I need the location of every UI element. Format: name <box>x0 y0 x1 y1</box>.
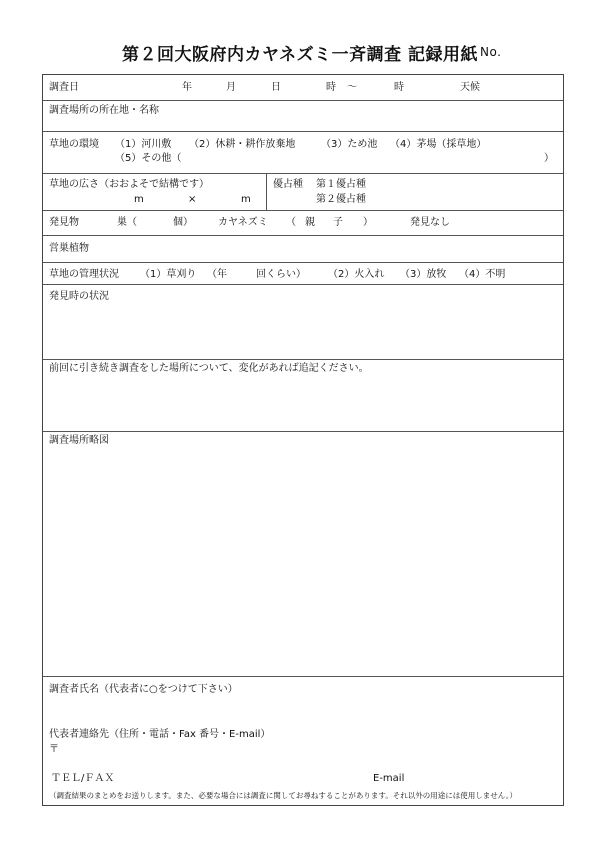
situation-label: 発見時の状況 <box>49 291 109 302</box>
dominant-species-2: 第２優占種 <box>316 194 366 205</box>
row-nesting-plant <box>43 236 563 263</box>
row-discovery-situation <box>43 285 563 360</box>
row-management <box>43 263 563 285</box>
weather-label: 天候 <box>460 82 480 93</box>
row-grassland-area <box>43 174 563 211</box>
nest-label: 巣（ <box>117 217 137 228</box>
row-surveyor <box>43 677 563 805</box>
day-label: 日 <box>271 82 281 93</box>
row-survey-date <box>43 75 563 101</box>
row-site-sketch <box>43 432 563 677</box>
area-label: 草地の広さ（おおよそで結構です） <box>49 179 209 190</box>
row-found-items <box>43 211 563 236</box>
environment-option-pond: （3）ため池 <box>321 139 378 150</box>
mowing-frequency-open: （年 <box>207 269 227 280</box>
not-found-label: 発見なし <box>410 217 450 228</box>
location-label: 調査場所の所在地・名称 <box>49 105 159 116</box>
time-range-tilde: ～ <box>347 82 357 93</box>
dominant-species-label: 優占種 <box>273 179 303 190</box>
management-option-mowing: （1）草刈り <box>140 269 197 280</box>
area-times: × <box>188 194 197 205</box>
postal-mark: 〒 <box>49 744 59 755</box>
mouse-paren-close: ） <box>363 217 373 228</box>
privacy-footnote: （調査結果のまとめをお送りします。また、必要な場合には調査に関してお尋ねすることがあります。それ以外の用途には使用しません。） <box>49 791 517 800</box>
form-number-label: No. <box>480 45 502 59</box>
management-label: 草地の管理状況 <box>49 269 119 280</box>
row-grassland-environment <box>43 132 563 174</box>
surveyor-name-label: 調査者氏名（代表者に○をつけて下さい） <box>49 684 238 695</box>
harvest-mouse-label: カヤネズミ <box>218 217 268 228</box>
environment-option-fallow: （2）休耕・耕作放棄地 <box>189 139 296 150</box>
environment-option-other: （5）その他（ <box>115 153 182 164</box>
mouse-paren-open: （ <box>286 217 296 228</box>
survey-form <box>42 74 564 806</box>
mowing-frequency-close: 回くらい） <box>256 269 306 280</box>
nesting-plant-label: 営巣植物 <box>49 243 89 254</box>
area-unit-m-1: m <box>134 194 144 205</box>
month-label: 月 <box>226 82 236 93</box>
email-label: E-mail <box>373 773 405 784</box>
nest-count-label: 個） <box>173 217 193 228</box>
form-title-text: 第２回大阪府内カヤネズミ一斉調査 記録用紙 <box>121 45 479 65</box>
environment-other-close: ） <box>544 153 554 164</box>
row-location <box>43 101 563 132</box>
site-sketch-label: 調査場所略図 <box>49 435 109 446</box>
environment-option-river: （1）河川敷 <box>115 139 172 150</box>
environment-label: 草地の環境 <box>49 139 99 150</box>
end-hour-label: 時 <box>394 82 404 93</box>
start-hour-label: 時 <box>326 82 336 93</box>
contact-label: 代表者連絡先（住所・電話・Fax 番号・E-mail） <box>49 729 271 740</box>
juvenile-label: 子 <box>333 217 343 228</box>
dominant-species-1: 第１優占種 <box>316 179 366 190</box>
environment-option-kayaba: （4）茅場（採草地） <box>390 139 487 150</box>
row-previous-changes <box>43 360 563 432</box>
previous-changes-label: 前回に引き続き調査をした場所について、変化があれば追記ください。 <box>49 363 369 374</box>
area-unit-m-2: m <box>241 194 251 205</box>
management-option-unknown: （4）不明 <box>459 269 506 280</box>
found-label: 発見物 <box>49 217 79 228</box>
form-title <box>0 40 600 65</box>
survey-date-label: 調査日 <box>49 82 79 93</box>
tel-fax-label: ＴＥＬ/ＦＡＸ <box>51 773 115 784</box>
adult-label: 親 <box>305 217 315 228</box>
management-option-burning: （2）火入れ <box>328 269 385 280</box>
management-option-grazing: （3）放牧 <box>400 269 447 280</box>
area-divider <box>266 174 267 210</box>
year-label: 年 <box>182 82 192 93</box>
